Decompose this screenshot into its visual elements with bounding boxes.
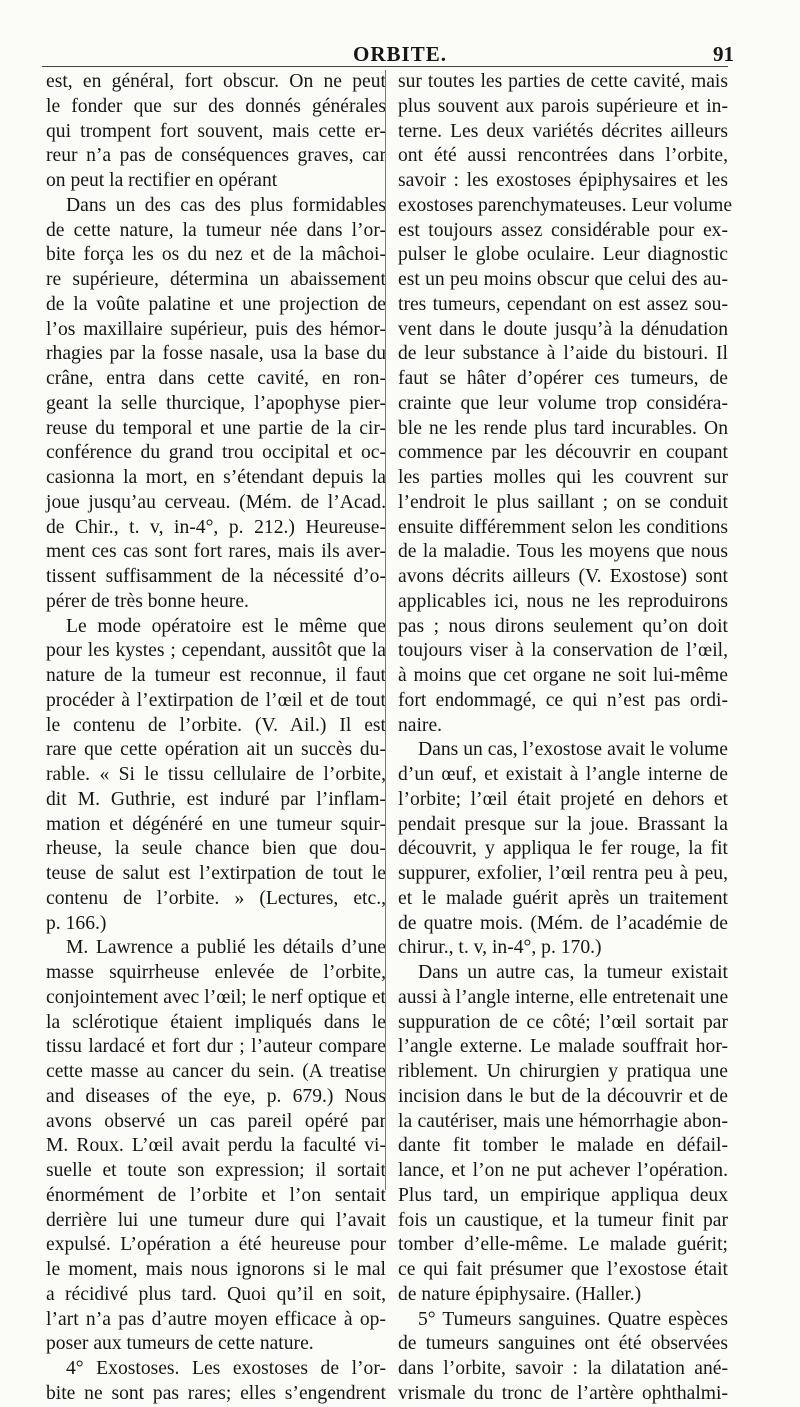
text-line: riblement. Un chirurgien y pratiqua une (398, 1061, 728, 1082)
text-line: vent dans le doute jusqu’à la dénudation (398, 318, 728, 340)
text-line: l’angle externe. Le malade souffrait hor- (398, 1036, 728, 1058)
text-line: de tumeurs sanguines ont été observées (398, 1333, 728, 1355)
text-line: le fonder que sur des donnés générales (46, 95, 386, 117)
text-line: Dans un des cas des plus formidables (66, 194, 386, 216)
text-line: d’un œuf, et existait à l’angle interne de (398, 764, 728, 785)
text-line: pulser le globe oculaire. Leur diagnostic (398, 244, 728, 266)
text-line: a récidivé plus tard. Quoi qu’il en soit, (46, 1283, 386, 1305)
text-line: est, en général, fort obscur. On ne peut (46, 71, 386, 92)
right-column (398, 70, 733, 1407)
text-line: pérer de très bonne heure. (46, 590, 249, 612)
text-line: et le malade guérit après un traitement (398, 887, 728, 909)
text-line: l’art n’a pas d’autre moyen efficace à op- (46, 1308, 386, 1330)
text-line: p. 166.) (46, 912, 107, 934)
text-line: la sclérotique étaient impliqués dans le (46, 1011, 386, 1033)
text-line: M. Roux. L’œil avait perdu la faculté vi- (46, 1135, 386, 1157)
text-line: mation et dégénéré en une tumeur squir- (46, 813, 386, 835)
page-number: 91 (713, 42, 734, 66)
text-line: teuse de salut est l’extirpation de tout le (46, 863, 386, 884)
text-line: applicables ici, nous ne les reproduirons (398, 590, 728, 612)
text-line: chirur., t. v, in-4°, p. 170.) (398, 937, 602, 959)
header-rule (42, 66, 728, 67)
text-line: qui trompent fort souvent, mais cette er- (46, 120, 386, 142)
text-line: l’orbite; l’œil était projeté en dehors et (398, 788, 728, 810)
text-line: aussi à l’angle interne, elle entretenait une (398, 986, 729, 1008)
text-line: joue jusqu’au cerveau. (Mém. de l’Acad. (46, 491, 386, 513)
text-line: ont été aussi rencontrées dans l’orbite, (398, 145, 728, 167)
running-title: ORBITE. (353, 42, 447, 66)
text-line: à moins que cet organe ne soit lui-même (398, 665, 728, 686)
text-line: reuse du temporal et une partie de la cir- (46, 417, 386, 439)
text-line: and diseases of the eye, p. 679.) Nous (46, 1085, 386, 1107)
text-line: crainte que leur volume trop considéra- (398, 392, 728, 414)
text-line: masse squirrheuse enlevée de l’orbite, (46, 962, 386, 983)
text-line: pas ; nous dirons seulement qu’on doit (398, 615, 728, 637)
text-line: ensuite différemment selon les conditions (398, 516, 728, 538)
text-line: naire. (398, 714, 443, 736)
text-line: re supérieure, détermina un abaissement (46, 269, 386, 290)
text-line: vrismale du tronc de l’artère ophthalmi- (398, 1382, 728, 1404)
text-line: exostoses parenchymateuses. Leur volume (398, 194, 733, 216)
text-line: rable. « Si le tissu cellulaire de l’orbite, (46, 764, 386, 785)
text-line: casionna la mort, en s’étendant depuis la (46, 467, 386, 488)
text-line: rare que cette opération ait un succès du- (46, 739, 386, 761)
text-line: découvrit, y appliqua le fer rouge, la fit (398, 838, 728, 860)
text-line: dante fit tomber le malade en défail- (398, 1135, 728, 1157)
text-line: bite ne sont pas rares; elles s’engendrent (46, 1382, 386, 1404)
text-line: ment ces cas sont fort rares, mais ils aver- (46, 541, 386, 563)
text-line: tissent suffisamment de la nécessité d’o- (46, 566, 386, 587)
text-line: avons observé un cas pareil opéré par (46, 1110, 386, 1132)
text-line: procéder à l’extirpation de l’œil et de tout (46, 689, 386, 711)
text-line: tissu lardacé et fort dur ; l’auteur compare (46, 1036, 386, 1058)
text-line: terne. Les deux variétés décrites ailleurs (398, 120, 728, 142)
text-line: rhagies par la fosse nasale, usa la base du (46, 343, 386, 365)
left-column (46, 70, 386, 1407)
text-line: Plus tard, un empirique appliqua deux (398, 1184, 728, 1206)
text-line: de Chir., t. v, in-4°, p. 212.) Heureuse- (46, 516, 386, 538)
text-line: est toujours assez considérable pour ex- (398, 219, 728, 241)
text-line: expulsé. L’opération a été heureuse pour (46, 1234, 386, 1256)
text-line: l’os maxillaire supérieur, puis des hémor- (46, 318, 386, 340)
text-line: ce qui fait présumer que l’exostose était (398, 1259, 728, 1280)
text-line: incision dans le but de la découvrir et de (398, 1085, 728, 1107)
text-line: de cette nature, la tumeur née dans l’or- (46, 219, 386, 241)
text-line: reur n’a pas de conséquences graves, car (46, 145, 386, 167)
text-line: plus souvent aux parois supérieure et in- (398, 95, 728, 117)
text-line: pendait presque sur la joue. Brassant la (398, 813, 728, 835)
text-line: fois un caustique, et la tumeur finit par (398, 1209, 728, 1231)
text-line: M. Lawrence a publié les détails d’une (66, 937, 386, 959)
text-line: énormément de l’orbite et l’on sentait (46, 1184, 386, 1206)
text-line: les parties molles qui les couvrent sur (398, 467, 728, 488)
text-line: le contenu de l’orbite. (V. Ail.) Il est (46, 714, 386, 736)
text-line: suelle et toute son expression; il sortait (46, 1160, 386, 1181)
text-line: sur toutes les parties de cette cavité, mais (398, 71, 728, 92)
text-line: commence par les découvrir en coupant (398, 442, 728, 464)
text-line: savoir : les exostoses épiphysaires et les (398, 170, 728, 191)
text-line: suppurer, exfolier, l’œil rentra peu à peu, (398, 863, 728, 884)
text-line: cette masse au cancer du sein. (A treatise (46, 1061, 386, 1082)
text-line: Dans un cas, l’exostose avait le volume (418, 739, 728, 761)
text-line: bite força les os du nez et de la mâchoi- (46, 244, 386, 266)
text-line: ble ne les rende plus tard incurables. On (398, 417, 728, 439)
text-line: dit M. Guthrie, est induré par l’inflam- (46, 788, 386, 810)
text-line: l’endroit le plus saillant ; on se conduit (398, 491, 728, 513)
text-line: Dans un autre cas, la tumeur existait (418, 962, 728, 983)
text-line: lance, et l’on ne put achever l’opération. (398, 1160, 728, 1181)
text-line: derrière lui une tumeur dure qui l’avait (46, 1209, 386, 1231)
text-line: fort endommagé, ce qui n’est pas ordi- (398, 689, 728, 711)
text-line: la cautériser, mais une hémorrhagie abon- (398, 1110, 728, 1132)
text-line: de quatre mois. (Mém. de l’académie de (398, 912, 728, 934)
text-line: nature de la tumeur est reconnue, il faut (46, 665, 386, 686)
text-line: de nature épiphysaire. (Haller.) (398, 1283, 642, 1305)
text-line: tres tumeurs, cependant on est assez sou- (398, 293, 728, 315)
text-line: geant la selle thurcique, l’apophyse pier- (46, 392, 386, 414)
text-line: 4° Exostoses. Les exostoses de l’or- (66, 1358, 386, 1379)
text-line: conférence du grand trou occipital et oc- (46, 442, 386, 464)
text-line: de la maladie. Tous les moyens que nous (398, 541, 728, 563)
text-line: crâne, entra dans cette cavité, en ron- (46, 368, 386, 389)
text-line: le moment, mais nous ignorons si le mal (46, 1259, 386, 1280)
text-line: 5° Tumeurs sanguines. Quatre espèces (418, 1308, 728, 1330)
text-line: faut se hâter d’opérer ces tumeurs, de (398, 368, 728, 389)
text-line: suppuration de ce côté; l’œil sortait par (398, 1011, 728, 1033)
text-line: Le mode opératoire est le même que (66, 615, 386, 637)
text-line: contenu de l’orbite. » (Lectures, etc., (46, 887, 386, 909)
text-line: de la voûte palatine et une projection de (46, 293, 386, 315)
text-line: dans l’orbite, savoir : la dilatation ané- (398, 1358, 728, 1379)
text-line: poser aux tumeurs de cette nature. (46, 1333, 314, 1355)
text-line: conjointement avec l’œil; le nerf optique et (46, 986, 386, 1008)
text-line: rheuse, la seule chance bien que dou- (46, 838, 386, 860)
text-line: de leur substance à l’aide du bistouri. Il (398, 343, 728, 365)
column-divider (385, 70, 386, 1190)
text-line: est un peu moins obscur que celui des au- (398, 269, 728, 290)
text-line: pour les kystes ; cependant, aussitôt que la (46, 640, 386, 662)
text-line: on peut la rectifier en opérant (46, 170, 278, 191)
text-line: toujours viser à la conservation de l’œil, (398, 640, 728, 662)
text-line: avons décrits ailleurs (V. Exostose) sont (398, 566, 728, 587)
text-line: tomber d’elle-même. Le malade guérit; (398, 1234, 728, 1256)
